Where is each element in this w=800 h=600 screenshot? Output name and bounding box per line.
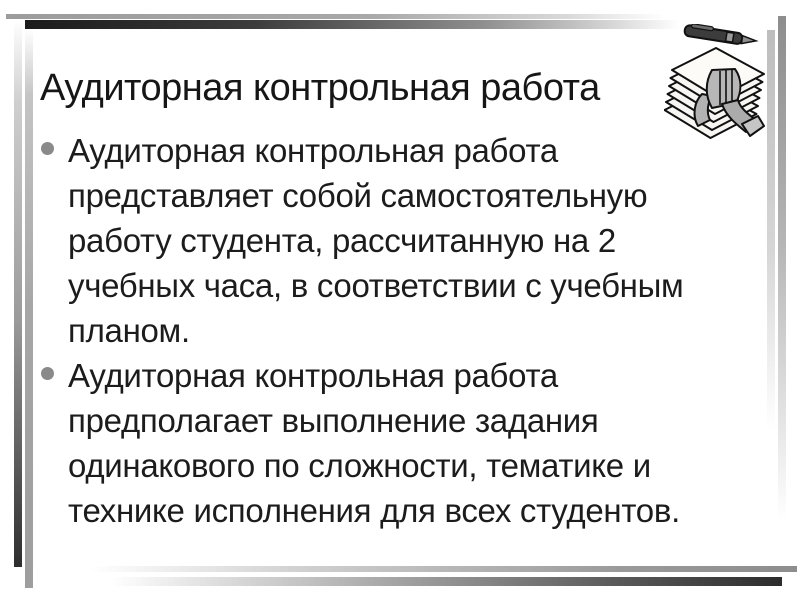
top-dark-rule — [25, 20, 680, 29]
left-light-rule — [25, 29, 33, 588]
slide-title: Аудиторная контрольная работа — [40, 67, 600, 110]
papers-stack-pen-hand-icon — [664, 24, 776, 144]
bullet-list — [40, 128, 755, 533]
bullet-item — [40, 128, 755, 353]
bullet-line: работу студента, рассчитанную на 2 — [68, 222, 616, 259]
bullet-line: учебных часа, в соответствии с учебным — [68, 267, 684, 304]
bullet-line: планом. — [68, 312, 190, 349]
bullet-line: Аудиторная контрольная работа — [68, 132, 558, 169]
bullet-line: предполагает выполнение задания — [68, 402, 599, 439]
bullet-marker-icon — [41, 142, 54, 155]
bullet-marker-icon — [41, 367, 54, 380]
bottom-dark-rule — [110, 577, 782, 586]
bottom-gray-rule — [90, 566, 797, 572]
bullet-line: представляет собой самостоятельную — [68, 177, 648, 214]
bullet-item — [40, 353, 755, 533]
bullet-line: одинакового по сложности, тематике и — [68, 447, 651, 484]
bullet-line: технике исполнения для всех студентов. — [68, 492, 680, 529]
left-dark-rule — [14, 20, 22, 567]
right-outer-rule — [778, 16, 786, 521]
top-thin-rule — [6, 14, 666, 19]
bullet-line: Аудиторная контрольная работа — [68, 357, 558, 394]
